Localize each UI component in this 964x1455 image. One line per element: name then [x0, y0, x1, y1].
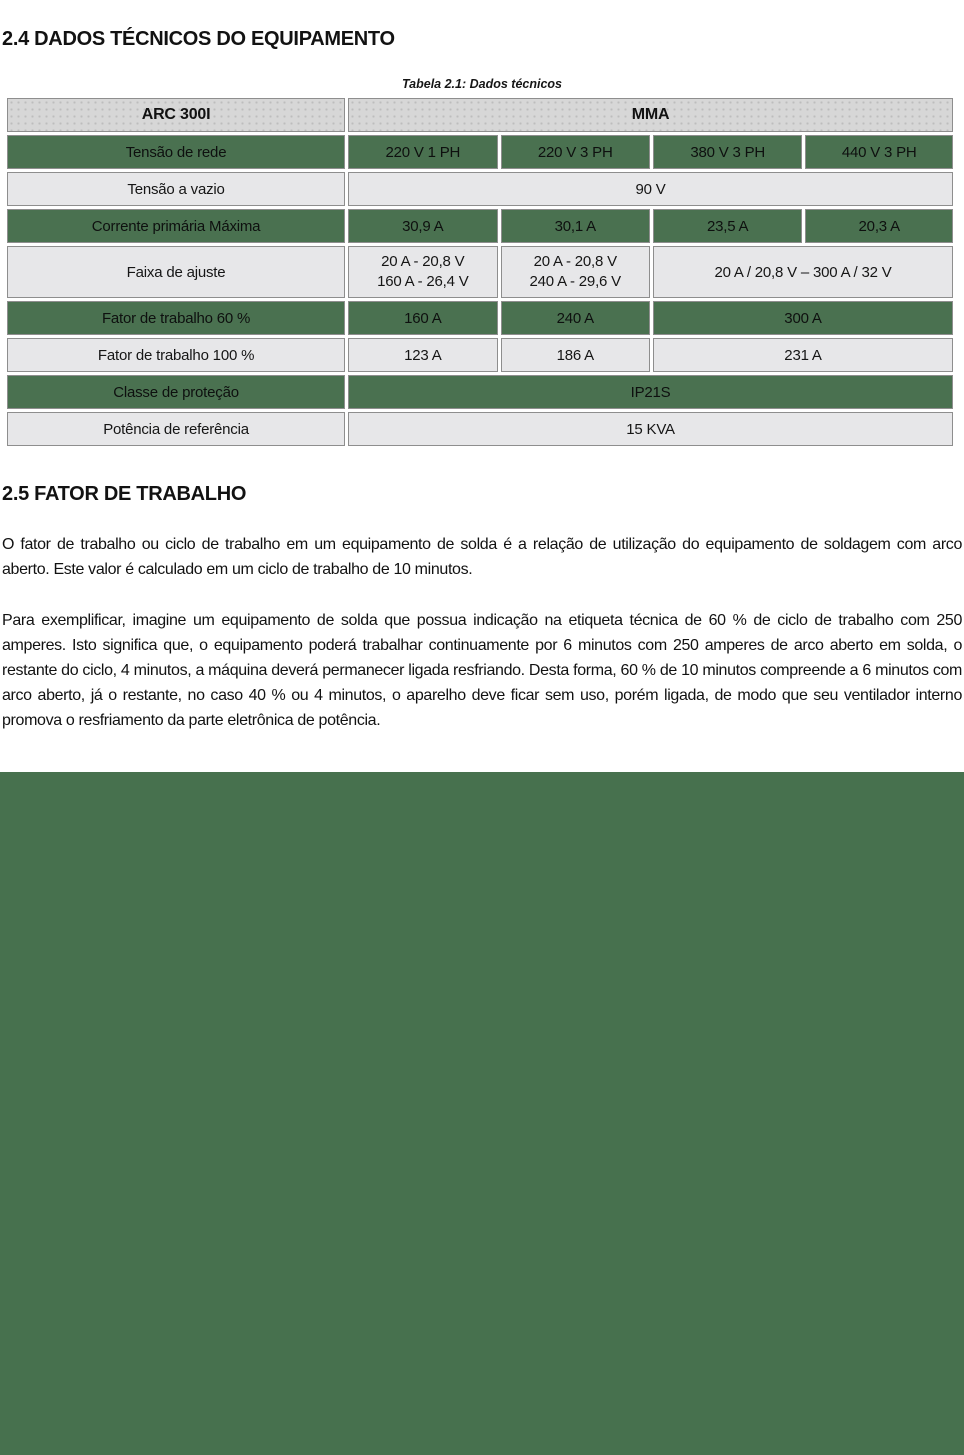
section-2-5-title: 2.5 FATOR DE TRABALHO [2, 483, 247, 505]
row-value: 300 A [653, 301, 953, 335]
table-header-row [7, 98, 953, 132]
row-value-line: 20 A - 20,8 V [381, 253, 465, 270]
row-value [348, 246, 497, 298]
row-value [501, 246, 650, 298]
table-row [7, 375, 953, 409]
row-label: Classe de proteção [7, 375, 345, 409]
row-label: Tensão de rede [7, 135, 345, 169]
green-background-area [0, 772, 964, 1455]
header-cell-model: ARC 300I [7, 98, 345, 132]
table-row [7, 172, 953, 206]
row-value: 240 A [501, 301, 650, 335]
row-value: 20 A / 20,8 V – 300 A / 32 V [653, 246, 953, 298]
row-value: IP21S [348, 375, 953, 409]
row-label: Tensão a vazio [7, 172, 345, 206]
row-label: Corrente primária Máxima [7, 209, 345, 243]
table-row [7, 338, 953, 372]
row-value: 220 V 3 PH [501, 135, 650, 169]
row-value-line: 240 A - 29,6 V [529, 273, 621, 290]
row-value: 220 V 1 PH [348, 135, 497, 169]
row-value: 30,9 A [348, 209, 497, 243]
table-row [7, 246, 953, 298]
row-value: 20,3 A [805, 209, 953, 243]
paragraph-duty-cycle-definition: O fator de trabalho ou ciclo de trabalho em um equipamento de solda é a relação de utilização do equipamento de soldagem com arco aberto. Este valor é calculado em um ciclo de trabalho de 10 minutos. [2, 536, 962, 578]
row-value: 90 V [348, 172, 953, 206]
row-value: 15 KVA [348, 412, 953, 446]
row-value: 440 V 3 PH [805, 135, 953, 169]
table-row [7, 209, 953, 243]
tech-table-body [7, 98, 953, 446]
paragraph-duty-cycle-example: Para exemplificar, imagine um equipamento de solda que possua indicação na etiqueta técnica de 60 % de ciclo de trabalho com 250 amperes. Isto significa que, o equipamento poderá trabalhar continuamente por 6 minutos com 250 amperes de arco aberto em solda, o restante do ciclo, 4 minutos, a máquina deverá permanecer ligada resfriando. Desta forma, 60 % de 10 minutos compreende a 6 minutos com arco aberto, já o restante, no caso 40 % ou 4 minutos, o aparelho deve ficar sem uso, porém ligada, de modo que seu ventilador interno promova o resfriamento da parte eletrônica de potência. [2, 612, 962, 729]
row-label: Fator de trabalho 100 % [7, 338, 345, 372]
row-value: 231 A [653, 338, 953, 372]
header-cell-process: MMA [348, 98, 953, 132]
row-label: Fator de trabalho 60 % [7, 301, 345, 335]
row-value: 380 V 3 PH [653, 135, 802, 169]
row-value-line: 160 A - 26,4 V [377, 273, 469, 290]
table-row [7, 135, 953, 169]
row-value: 30,1 A [501, 209, 650, 243]
row-value: 23,5 A [653, 209, 802, 243]
table-row [7, 301, 953, 335]
row-label: Faixa de ajuste [7, 246, 345, 298]
table-caption [2, 77, 962, 91]
row-value: 160 A [348, 301, 497, 335]
section-2-4-title: 2.4 DADOS TÉCNICOS DO EQUIPAMENTO [2, 28, 395, 50]
row-value-line: 20 A - 20,8 V [533, 253, 617, 270]
table-caption-label: Tabela 2.1: [401, 77, 467, 91]
row-label: Potência de referência [7, 412, 345, 446]
row-value: 123 A [348, 338, 497, 372]
row-value: 186 A [501, 338, 650, 372]
table-row [7, 412, 953, 446]
technical-data-table [4, 95, 956, 449]
table-caption-text: Dados técnicos [469, 77, 563, 91]
